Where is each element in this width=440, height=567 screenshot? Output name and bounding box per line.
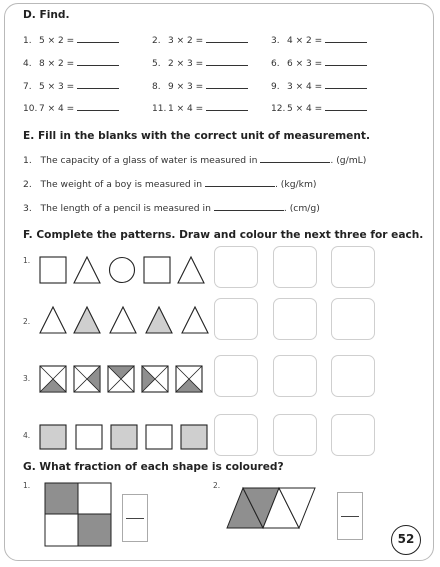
item-options: . (g/mL) [330, 155, 367, 166]
square-shape [146, 425, 172, 449]
question-expression: 7 × 4 = [39, 104, 75, 114]
square-right-triangle-shape [74, 366, 100, 392]
triangle-shape [40, 307, 66, 333]
section-f-title: F. Complete the patterns. Draw and colour the next three for each. [23, 229, 424, 241]
answer-box[interactable] [273, 414, 317, 456]
square-shape [144, 257, 170, 283]
question-number: 4. [23, 59, 32, 69]
triangle-shape [182, 307, 208, 333]
question-expression: 3 × 2 = [168, 36, 204, 46]
answer-box[interactable] [214, 355, 258, 397]
page-number: 52 [391, 525, 421, 555]
fraction-bar [341, 516, 359, 517]
answer-box[interactable] [331, 355, 375, 397]
question-number: 9. [271, 82, 280, 92]
shaded-square-shape [181, 425, 207, 449]
section-d-title: D. Find. [23, 9, 70, 21]
question-number: 6. [271, 59, 280, 69]
circle-shape [110, 258, 135, 283]
section-g-title: G. What fraction of each shape is coloured? [23, 461, 284, 473]
item-options: . (kg/km) [274, 179, 317, 190]
answer-box[interactable] [331, 414, 375, 456]
item-text: The capacity of a glass of water is measured in [40, 155, 258, 166]
answer-box[interactable] [273, 355, 317, 397]
question-expression: 5 × 4 = [287, 104, 323, 114]
question-number: 12. [271, 104, 286, 114]
row-number-1: 1. [23, 256, 31, 265]
question-number: 7. [23, 82, 32, 92]
triangle-shape [110, 307, 136, 333]
square-top-triangle-shape [108, 366, 134, 392]
shaded-square-shape [111, 425, 137, 449]
answer-box[interactable] [273, 246, 317, 288]
square-shape [76, 425, 102, 449]
question-number: 8. [152, 82, 161, 92]
question-expression: 3 × 4 = [287, 82, 323, 92]
question-expression: 6 × 3 = [287, 59, 323, 69]
question-number: 5. [152, 59, 161, 69]
fraction-parallelogram [227, 488, 315, 528]
square-shape [40, 257, 66, 283]
question-expression: 1 × 4 = [168, 104, 204, 114]
answer-box[interactable] [214, 414, 258, 456]
question-number: 1. [23, 36, 32, 46]
item-text: The length of a pencil is measured in [40, 203, 211, 214]
triangle-shape [74, 257, 100, 283]
question-expression: 2 × 3 = [168, 59, 204, 69]
item-number: 2. [23, 179, 32, 190]
answer-box[interactable] [214, 246, 258, 288]
question-expression: 5 × 3 = [39, 82, 75, 92]
item-options: . (cm/g) [283, 203, 320, 214]
fraction-answer-box[interactable] [122, 494, 148, 542]
item-number: 3. [23, 203, 32, 214]
answer-box[interactable] [331, 246, 375, 288]
item-number-2: 2. [213, 481, 221, 490]
shaded-square-shape [40, 425, 66, 449]
item-number-1: 1. [23, 481, 31, 490]
shaded-triangle-shape [146, 307, 172, 333]
section-e-title: E. Fill in the blanks with the correct unit of measurement. [23, 130, 370, 142]
item-number: 1. [23, 155, 32, 166]
row-number-4: 4. [23, 431, 31, 440]
question-number: 11. [152, 104, 167, 114]
square-left-triangle-shape [142, 366, 168, 392]
question-expression: 5 × 2 = [39, 36, 75, 46]
square-bottom-triangle-shape [40, 366, 66, 392]
answer-box[interactable] [331, 298, 375, 340]
fraction-bar [126, 518, 144, 519]
question-expression: 8 × 2 = [39, 59, 75, 69]
question-number: 3. [271, 36, 280, 46]
answer-box[interactable] [273, 298, 317, 340]
item-text: The weight of a boy is measured in [40, 179, 203, 190]
square-bottom-triangle-shape [176, 366, 202, 392]
triangle-shape [178, 257, 204, 283]
row-number-3: 3. [23, 374, 31, 383]
question-number: 2. [152, 36, 161, 46]
row-number-2: 2. [23, 317, 31, 326]
fraction-square-grid [45, 483, 111, 546]
question-number: 10. [23, 104, 38, 114]
question-expression: 9 × 3 = [168, 82, 204, 92]
shaded-triangle-shape [74, 307, 100, 333]
question-expression: 4 × 2 = [287, 36, 323, 46]
answer-box[interactable] [214, 298, 258, 340]
fraction-answer-box[interactable] [337, 492, 363, 540]
